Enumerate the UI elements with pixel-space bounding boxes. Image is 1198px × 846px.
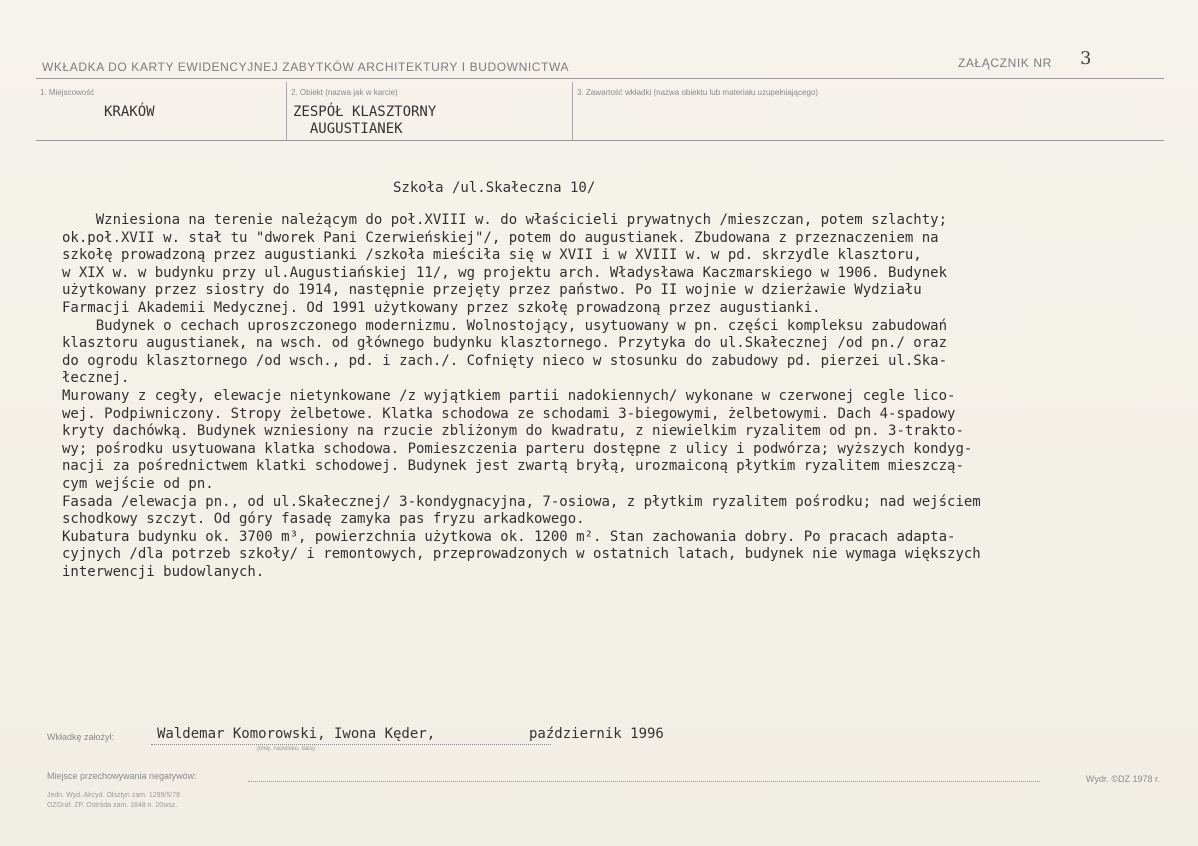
- body-line: Kubatura budynku ok. 3700 m³, powierzchnia użytkowa ok. 1200 m². Stan zachowania dobry. Po pracach adapta-: [62, 528, 956, 545]
- author-label: Wkładkę założył:: [47, 732, 115, 742]
- imprint-line: Jedn. Wyd. Akcyd. Olsztyn zam. 1299/5/78: [47, 792, 180, 799]
- signature-row: [47, 726, 1147, 756]
- locality-value: KRAKÓW: [104, 104, 155, 120]
- body-line: Fasada /elewacja pn., od ul.Skałecznej/ 3-kondygnacyjna, 7-osiowa, z płytkim ryzalitem pośrodku; nad wejściem: [62, 493, 981, 510]
- storage-label: Miejsce przechowywania negatywów:: [47, 771, 197, 781]
- printer-note: Wydr. ©DZ 1978 r.: [1085, 774, 1160, 784]
- body-line: Wzniesiona na terenie należącym do poł.XVIII w. do właścicieli prywatnych /mieszczan, potem szlachty;: [62, 212, 948, 228]
- imprint: [47, 791, 180, 811]
- body-line: Budynek o cechach uproszczonego modernizmu. Wolnostojący, usytuowany w pn. części kompleksu zabudowań: [62, 317, 948, 334]
- document-heading: Szkoła /ul.Skałeczna 10/: [393, 180, 596, 196]
- locality-field: [36, 82, 280, 140]
- object-label: 2. Obiekt (nazwa jak w karcie): [291, 88, 398, 97]
- body-line: Murowany z cegły, elewacje nietynkowane /z wyjątkiem partii nadokiennych/ wykonane w czerwonej cegle lico-: [62, 387, 956, 404]
- locality-label: 1. Miejscowość: [40, 88, 95, 97]
- contents-label: 3. Zawartość wkładki (nazwa obiektu lub materiału uzupełniającego): [577, 88, 819, 97]
- fields-rule: [36, 140, 1164, 141]
- author-underline: [151, 743, 551, 745]
- body-line: schodkowy szczyt. Od góry fasadę zamyka pas fryzu arkadkowego.: [62, 511, 585, 528]
- body-line: ok.poł.XVII w. stał tu "dworek Pani Czerwieńskiej"/, potem do augustianek. Zbudowana z przeznaczeniem na: [62, 229, 939, 246]
- author-names: Waldemar Komorowski, Iwona Kęder,: [157, 726, 436, 742]
- body-line: kryty dachówką. Budynek wzniesiony na rzucie zbliżonym do kwadratu, z niewielkim ryzalitem od pn. 3-trakto-: [62, 423, 964, 440]
- attachment-number: 3: [1080, 48, 1092, 69]
- object-value: ZESPÓŁ KLASZTORNY AUGUSTIANEK: [293, 104, 437, 137]
- author-date: październik 1996: [529, 726, 664, 742]
- body-line: klasztoru augustianek, na wsch. od głównego budynku klasztornego. Przytyka do ul.Skałecznej /od pn./ oraz: [62, 335, 948, 352]
- body-line: użytkowany przez siostry do 1914, następnie przejęty przez państwo. Po II wojnie w dzierżawie Wydziału: [62, 282, 922, 299]
- body-line: cyjnych /dla potrzeb szkoły/ i remontowych, przeprowadzonych w ostatnich latach, budynek nie wymaga większych: [62, 546, 981, 563]
- body-line: do ogrodu klasztornego /od wsch., pd. i zach./. Cofnięty nieco w stosunku do zabudowy pd. pierzei ul.Ska-: [62, 352, 948, 369]
- body-line: interwencji budowlanych.: [62, 563, 265, 580]
- body-line: wej. Podpiwniczony. Stropy żelbetowe. Klatka schodowa ze schodami 3-biegowymi, żelbetowymi. Dach 4-spadowy: [62, 405, 956, 422]
- body-line: nacji za pośrednictwem klatki schodowej. Budynek jest zwartą bryłą, urozmaiconą płytkim ryzalitem mieszczą-: [62, 458, 964, 475]
- document-body: [62, 212, 1190, 581]
- body-line: łecznej.: [62, 370, 130, 387]
- body-line: Farmacji Akademii Medycznej. Od 1991 użytkowany przez szkołę prowadzoną przez augustianki.: [62, 299, 821, 316]
- body-line: wy; pośrodku usytuowana klatka schodowa. Pomieszczenia parteru dostępne z ulicy i podwórza; wyższych kondyg-: [62, 440, 973, 457]
- author-sublabel: (imię, nazwisko, data): [257, 746, 316, 752]
- form-title: WKŁADKA DO KARTY EWIDENCYJNEJ ZABYTKÓW ARCHITEKTURY I BUDOWNICTWA: [42, 60, 570, 74]
- attachment-label: ZAŁĄCZNIK NR: [958, 56, 1052, 70]
- body-line: cym wejście od pn.: [62, 475, 214, 492]
- body-line: szkołę prowadzoną przez augustianki /szkoła mieściła się w XVII i w XVIII w. w pd. skrzydle klasztoru,: [62, 247, 922, 264]
- contents-field: [572, 82, 1165, 140]
- header-rule: [36, 78, 1164, 79]
- object-field: [286, 82, 567, 140]
- imprint-line: OZGraf. ZP. Ostróda zam. 1848 n. 20wsz.: [47, 802, 178, 809]
- body-line: w XIX w. w budynku przy ul.Augustiańskiej 11/, wg projektu arch. Władysława Kaczmarskiego w 1906. Budynek: [62, 264, 948, 281]
- storage-underline: [248, 780, 1040, 782]
